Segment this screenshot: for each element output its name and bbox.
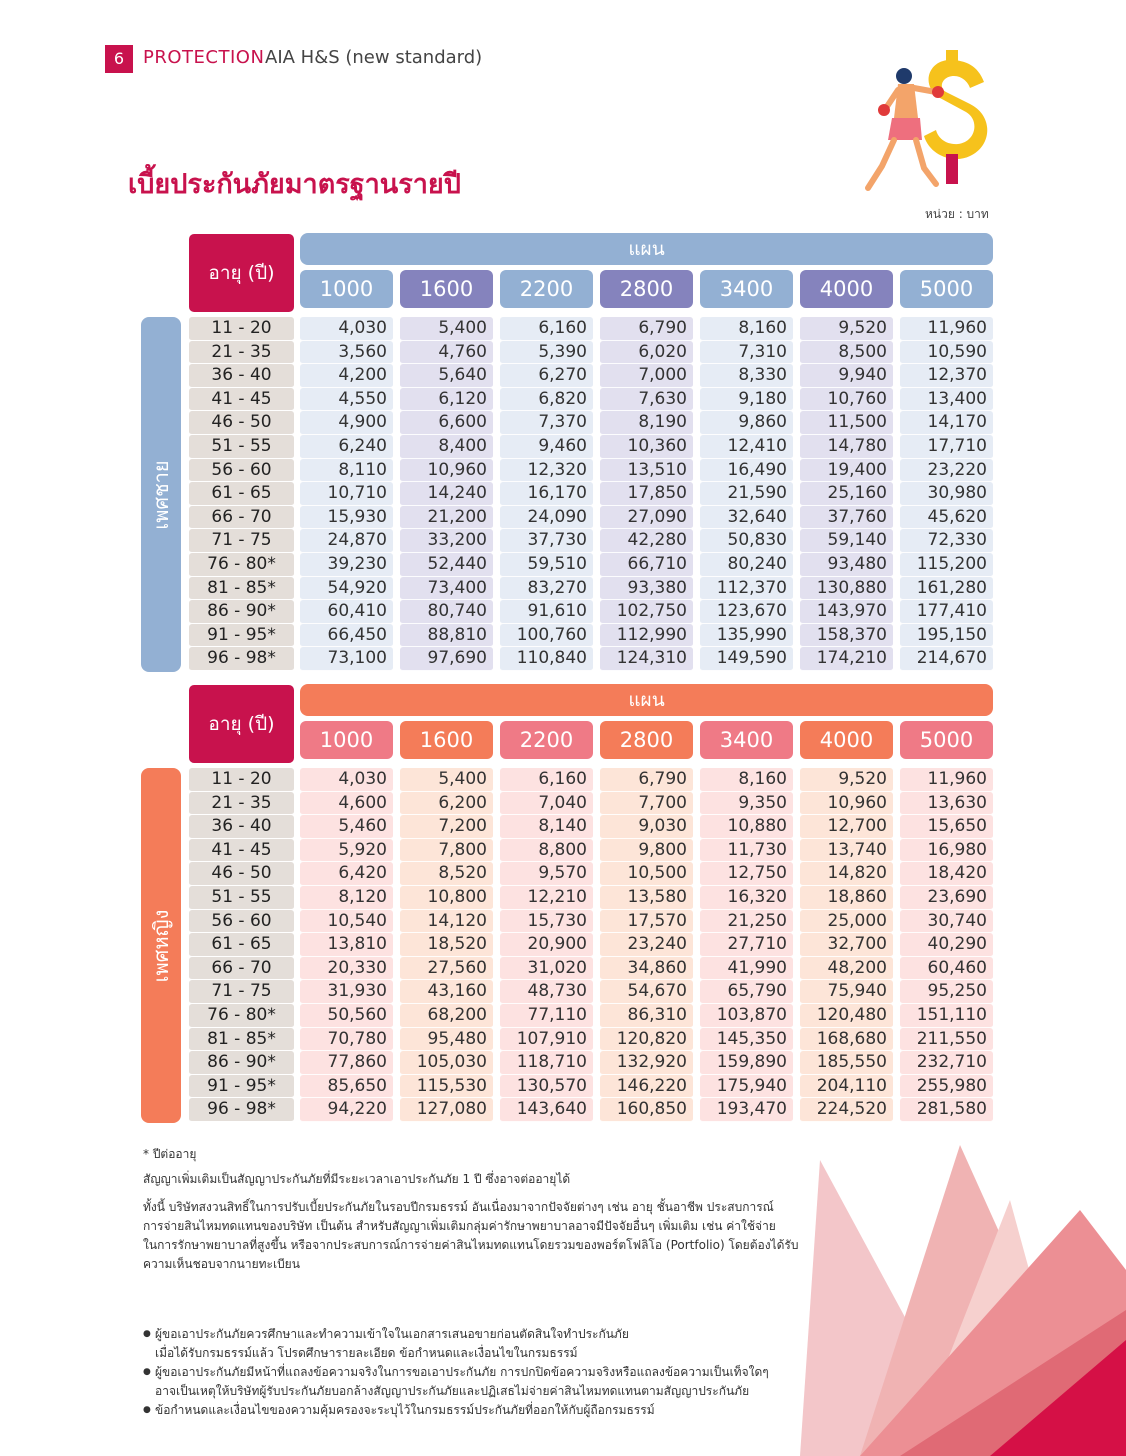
age-band-cell: 91 - 95* bbox=[189, 1075, 294, 1099]
age-band-cell: 56 - 60 bbox=[189, 459, 294, 483]
premium-cell: 45,620 bbox=[900, 506, 993, 530]
premium-cell: 85,650 bbox=[300, 1075, 393, 1099]
premium-cell: 65,790 bbox=[700, 980, 793, 1004]
premium-cell: 10,360 bbox=[600, 435, 693, 459]
plan-header: แผน bbox=[300, 684, 993, 716]
age-band-cell: 41 - 45 bbox=[189, 388, 294, 412]
age-band-cell: 61 - 65 bbox=[189, 482, 294, 506]
premium-cell: 123,670 bbox=[700, 600, 793, 624]
premium-cell: 115,530 bbox=[400, 1075, 493, 1099]
premium-cell: 70,780 bbox=[300, 1028, 393, 1052]
age-band-cell: 21 - 35 bbox=[189, 792, 294, 816]
premium-cell: 5,390 bbox=[500, 341, 593, 365]
plan-label-1600: 1600 bbox=[400, 721, 493, 759]
premium-cell: 40,290 bbox=[900, 933, 993, 957]
age-header: อายุ (ปี) bbox=[189, 234, 294, 312]
age-band-cell: 41 - 45 bbox=[189, 839, 294, 863]
premium-cell: 12,410 bbox=[700, 435, 793, 459]
age-band-cell: 96 - 98* bbox=[189, 1098, 294, 1122]
premium-cell: 10,960 bbox=[800, 792, 893, 816]
age-band-cell: 61 - 65 bbox=[189, 933, 294, 957]
age-band-cell: 11 - 20 bbox=[189, 317, 294, 341]
premium-cell: 60,410 bbox=[300, 600, 393, 624]
decorative-triangles bbox=[800, 1140, 1126, 1456]
list-item: ● ผู้ขอเอาประกันภัยมีหน้าที่แถลงข้อความจริงในการขอเอาประกันภัย การปกปิดข้อความจริงหรือแถลงข้อความเป็นเท็จใดๆ bbox=[143, 1363, 769, 1382]
age-band-cell: 21 - 35 bbox=[189, 341, 294, 365]
premium-cell: 124,310 bbox=[600, 647, 693, 671]
age-band-cell: 66 - 70 bbox=[189, 957, 294, 981]
premium-cell: 10,590 bbox=[900, 341, 993, 365]
premium-cell: 6,420 bbox=[300, 862, 393, 886]
premium-cell: 7,700 bbox=[600, 792, 693, 816]
premium-cell: 52,440 bbox=[400, 553, 493, 577]
premium-cell: 8,500 bbox=[800, 341, 893, 365]
premium-cell: 160,850 bbox=[600, 1098, 693, 1122]
premium-cell: 9,180 bbox=[700, 388, 793, 412]
premium-cell: 8,140 bbox=[500, 815, 593, 839]
premium-cell: 11,500 bbox=[800, 411, 893, 435]
plan-label-4000: 4000 bbox=[800, 270, 893, 308]
plan-label-3400: 3400 bbox=[700, 721, 793, 759]
premium-cell: 4,900 bbox=[300, 411, 393, 435]
age-band-cell: 36 - 40 bbox=[189, 364, 294, 388]
disclaimer-list bbox=[143, 1325, 769, 1420]
premium-cell: 6,160 bbox=[500, 768, 593, 792]
page-number: 6 bbox=[105, 45, 133, 73]
premium-cell: 6,020 bbox=[600, 341, 693, 365]
age-band-cell: 66 - 70 bbox=[189, 506, 294, 530]
premium-cell: 281,580 bbox=[900, 1098, 993, 1122]
premium-cell: 17,850 bbox=[600, 482, 693, 506]
premium-cell: 97,690 bbox=[400, 647, 493, 671]
premium-cell: 54,670 bbox=[600, 980, 693, 1004]
age-band-cell: 96 - 98* bbox=[189, 647, 294, 671]
premium-cell: 27,560 bbox=[400, 957, 493, 981]
age-band-cell: 46 - 50 bbox=[189, 862, 294, 886]
premium-cell: 32,640 bbox=[700, 506, 793, 530]
plan-label-4000: 4000 bbox=[800, 721, 893, 759]
age-band-cell: 71 - 75 bbox=[189, 529, 294, 553]
premium-cell: 31,020 bbox=[500, 957, 593, 981]
premium-cell: 9,800 bbox=[600, 839, 693, 863]
premium-cell: 20,330 bbox=[300, 957, 393, 981]
age-band-cell: 76 - 80* bbox=[189, 1004, 294, 1028]
premium-cell: 95,250 bbox=[900, 980, 993, 1004]
premium-cell: 9,940 bbox=[800, 364, 893, 388]
age-band-cell: 91 - 95* bbox=[189, 624, 294, 648]
page-title: เบี้ยประกันภัยมาตรฐานรายปี bbox=[128, 169, 461, 200]
premium-cell: 80,240 bbox=[700, 553, 793, 577]
premium-cell: 13,400 bbox=[900, 388, 993, 412]
premium-cell: 5,400 bbox=[400, 768, 493, 792]
premium-cell: 80,740 bbox=[400, 600, 493, 624]
premium-cell: 107,910 bbox=[500, 1028, 593, 1052]
premium-cell: 91,610 bbox=[500, 600, 593, 624]
premium-cell: 25,000 bbox=[800, 910, 893, 934]
footnote: * ปีต่ออายุ bbox=[143, 1147, 197, 1161]
premium-cell: 13,740 bbox=[800, 839, 893, 863]
premium-cell: 93,480 bbox=[800, 553, 893, 577]
premium-cell: 6,820 bbox=[500, 388, 593, 412]
premium-cell: 73,400 bbox=[400, 577, 493, 601]
premium-cell: 33,200 bbox=[400, 529, 493, 553]
premium-cell: 34,860 bbox=[600, 957, 693, 981]
premium-cell: 17,710 bbox=[900, 435, 993, 459]
premium-cell: 59,140 bbox=[800, 529, 893, 553]
premium-cell: 8,160 bbox=[700, 317, 793, 341]
premium-cell: 14,170 bbox=[900, 411, 993, 435]
product-name: AIA H&S (new standard) bbox=[265, 47, 483, 68]
premium-cell: 12,750 bbox=[700, 862, 793, 886]
premium-cell: 161,280 bbox=[900, 577, 993, 601]
premium-cell: 168,680 bbox=[800, 1028, 893, 1052]
premium-cell: 132,920 bbox=[600, 1051, 693, 1075]
plan-label-1600: 1600 bbox=[400, 270, 493, 308]
premium-cell: 13,580 bbox=[600, 886, 693, 910]
premium-cell: 3,560 bbox=[300, 341, 393, 365]
premium-cell: 14,820 bbox=[800, 862, 893, 886]
premium-cell: 4,200 bbox=[300, 364, 393, 388]
gender-label: เพศชาย bbox=[149, 459, 173, 530]
premium-cell: 120,820 bbox=[600, 1028, 693, 1052]
age-header: อายุ (ปี) bbox=[189, 685, 294, 763]
premium-cell: 7,370 bbox=[500, 411, 593, 435]
premium-cell: 16,490 bbox=[700, 459, 793, 483]
premium-cell: 5,640 bbox=[400, 364, 493, 388]
premium-cell: 130,570 bbox=[500, 1075, 593, 1099]
premium-cell: 115,200 bbox=[900, 553, 993, 577]
premium-cell: 7,200 bbox=[400, 815, 493, 839]
list-item-cont: เมื่อได้รับกรมธรรม์แล้ว โปรดศึกษารายละเอียด ข้อกำหนดและเงื่อนไขในกรมธรรม์ bbox=[155, 1346, 578, 1360]
premium-cell: 10,880 bbox=[700, 815, 793, 839]
plan-label-1000: 1000 bbox=[300, 270, 393, 308]
premium-cell: 6,790 bbox=[600, 768, 693, 792]
list-item-cont: อาจเป็นเหตุให้บริษัทผู้รับประกันภัยบอกล้างสัญญาประกันภัยและปฏิเสธไม่จ่ายค่าสินไหมทดแทนตามสัญญาประกันภัย bbox=[155, 1384, 750, 1398]
premium-cell: 32,700 bbox=[800, 933, 893, 957]
plan-label-5000: 5000 bbox=[900, 721, 993, 759]
premium-cell: 25,160 bbox=[800, 482, 893, 506]
premium-cell: 112,370 bbox=[700, 577, 793, 601]
premium-cell: 9,570 bbox=[500, 862, 593, 886]
premium-cell: 6,240 bbox=[300, 435, 393, 459]
premium-cell: 60,460 bbox=[900, 957, 993, 981]
boxer-dollar-illustration bbox=[858, 48, 998, 198]
premium-cell: 6,160 bbox=[500, 317, 593, 341]
premium-cell: 118,710 bbox=[500, 1051, 593, 1075]
plan-label-2200: 2200 bbox=[500, 270, 593, 308]
premium-cell: 18,860 bbox=[800, 886, 893, 910]
premium-cell: 149,590 bbox=[700, 647, 793, 671]
premium-cell: 6,790 bbox=[600, 317, 693, 341]
premium-cell: 88,810 bbox=[400, 624, 493, 648]
premium-cell: 224,520 bbox=[800, 1098, 893, 1122]
premium-cell: 7,000 bbox=[600, 364, 693, 388]
premium-cell: 15,650 bbox=[900, 815, 993, 839]
premium-cell: 12,370 bbox=[900, 364, 993, 388]
premium-cell: 159,890 bbox=[700, 1051, 793, 1075]
premium-cell: 16,320 bbox=[700, 886, 793, 910]
premium-cell: 77,860 bbox=[300, 1051, 393, 1075]
age-band-cell: 71 - 75 bbox=[189, 980, 294, 1004]
premium-cell: 255,980 bbox=[900, 1075, 993, 1099]
premium-cell: 4,550 bbox=[300, 388, 393, 412]
premium-cell: 42,280 bbox=[600, 529, 693, 553]
age-band-cell: 46 - 50 bbox=[189, 411, 294, 435]
premium-cell: 4,030 bbox=[300, 317, 393, 341]
list-item: ● ผู้ขอเอาประกันภัยควรศึกษาและทำความเข้าใจในเอกสารเสนอขายก่อนตัดสินใจทำประกันภัย bbox=[143, 1325, 769, 1344]
premium-cell: 24,090 bbox=[500, 506, 593, 530]
premium-cell: 13,510 bbox=[600, 459, 693, 483]
note-line: สัญญาเพิ่มเติมเป็นสัญญาประกันภัยที่มีระยะเวลาเอาประกันภัย 1 ปี ซึ่งอาจต่ออายุได้ bbox=[143, 1172, 571, 1186]
premium-cell: 4,600 bbox=[300, 792, 393, 816]
premium-cell: 10,760 bbox=[800, 388, 893, 412]
premium-cell: 14,120 bbox=[400, 910, 493, 934]
premium-cell: 135,990 bbox=[700, 624, 793, 648]
plan-label-2800: 2800 bbox=[600, 721, 693, 759]
premium-cell: 6,120 bbox=[400, 388, 493, 412]
premium-cell: 68,200 bbox=[400, 1004, 493, 1028]
premium-cell: 8,120 bbox=[300, 886, 393, 910]
premium-cell: 211,550 bbox=[900, 1028, 993, 1052]
premium-cell: 39,230 bbox=[300, 553, 393, 577]
premium-cell: 13,810 bbox=[300, 933, 393, 957]
premium-cell: 8,330 bbox=[700, 364, 793, 388]
premium-cell: 14,240 bbox=[400, 482, 493, 506]
premium-cell: 7,310 bbox=[700, 341, 793, 365]
premium-cell: 8,400 bbox=[400, 435, 493, 459]
premium-cell: 17,570 bbox=[600, 910, 693, 934]
premium-cell: 50,830 bbox=[700, 529, 793, 553]
premium-cell: 8,190 bbox=[600, 411, 693, 435]
premium-cell: 9,460 bbox=[500, 435, 593, 459]
premium-cell: 7,800 bbox=[400, 839, 493, 863]
premium-cell: 120,480 bbox=[800, 1004, 893, 1028]
premium-cell: 185,550 bbox=[800, 1051, 893, 1075]
premium-cell: 75,940 bbox=[800, 980, 893, 1004]
premium-cell: 11,730 bbox=[700, 839, 793, 863]
premium-cell: 10,710 bbox=[300, 482, 393, 506]
premium-cell: 12,320 bbox=[500, 459, 593, 483]
gender-label: เพศหญิง bbox=[149, 909, 173, 982]
premium-cell: 5,400 bbox=[400, 317, 493, 341]
plan-header: แผน bbox=[300, 233, 993, 265]
premium-cell: 8,520 bbox=[400, 862, 493, 886]
premium-cell: 21,590 bbox=[700, 482, 793, 506]
premium-cell: 20,900 bbox=[500, 933, 593, 957]
age-band-cell: 36 - 40 bbox=[189, 815, 294, 839]
premium-cell: 10,500 bbox=[600, 862, 693, 886]
premium-cell: 77,110 bbox=[500, 1004, 593, 1028]
premium-cell: 7,630 bbox=[600, 388, 693, 412]
premium-cell: 27,710 bbox=[700, 933, 793, 957]
premium-cell: 94,220 bbox=[300, 1098, 393, 1122]
premium-cell: 158,370 bbox=[800, 624, 893, 648]
premium-cell: 4,760 bbox=[400, 341, 493, 365]
premium-cell: 13,630 bbox=[900, 792, 993, 816]
plan-label-2800: 2800 bbox=[600, 270, 693, 308]
premium-cell: 130,880 bbox=[800, 577, 893, 601]
premium-cell: 174,210 bbox=[800, 647, 893, 671]
premium-cell: 50,560 bbox=[300, 1004, 393, 1028]
premium-cell: 24,870 bbox=[300, 529, 393, 553]
premium-cell: 9,030 bbox=[600, 815, 693, 839]
premium-cell: 146,220 bbox=[600, 1075, 693, 1099]
age-band-cell: 81 - 85* bbox=[189, 1028, 294, 1052]
premium-cell: 151,110 bbox=[900, 1004, 993, 1028]
age-band-cell: 56 - 60 bbox=[189, 910, 294, 934]
premium-cell: 4,030 bbox=[300, 768, 393, 792]
premium-cell: 177,410 bbox=[900, 600, 993, 624]
plan-label-5000: 5000 bbox=[900, 270, 993, 308]
premium-cell: 6,600 bbox=[400, 411, 493, 435]
premium-cell: 37,760 bbox=[800, 506, 893, 530]
plan-label-3400: 3400 bbox=[700, 270, 793, 308]
list-item: ● ข้อกำหนดและเงื่อนไขของความคุ้มครองจะระบุไว้ในกรมธรรม์ประกันภัยที่ออกให้กับผู้ถือกรมธรรม์ bbox=[143, 1401, 769, 1420]
premium-cell: 175,940 bbox=[700, 1075, 793, 1099]
premium-cell: 9,520 bbox=[800, 768, 893, 792]
premium-cell: 9,350 bbox=[700, 792, 793, 816]
premium-cell: 5,920 bbox=[300, 839, 393, 863]
premium-cell: 11,960 bbox=[900, 768, 993, 792]
premium-cell: 37,730 bbox=[500, 529, 593, 553]
premium-cell: 10,960 bbox=[400, 459, 493, 483]
premium-cell: 66,710 bbox=[600, 553, 693, 577]
premium-cell: 5,460 bbox=[300, 815, 393, 839]
premium-cell: 143,640 bbox=[500, 1098, 593, 1122]
premium-cell: 27,090 bbox=[600, 506, 693, 530]
premium-cell: 73,100 bbox=[300, 647, 393, 671]
premium-cell: 54,920 bbox=[300, 577, 393, 601]
premium-cell: 8,160 bbox=[700, 768, 793, 792]
premium-cell: 48,200 bbox=[800, 957, 893, 981]
premium-cell: 10,540 bbox=[300, 910, 393, 934]
premium-cell: 72,330 bbox=[900, 529, 993, 553]
premium-cell: 30,740 bbox=[900, 910, 993, 934]
premium-cell: 59,510 bbox=[500, 553, 593, 577]
premium-cell: 100,760 bbox=[500, 624, 593, 648]
premium-cell: 11,960 bbox=[900, 317, 993, 341]
age-band-cell: 11 - 20 bbox=[189, 768, 294, 792]
age-band-cell: 76 - 80* bbox=[189, 553, 294, 577]
premium-cell: 143,970 bbox=[800, 600, 893, 624]
premium-cell: 21,200 bbox=[400, 506, 493, 530]
age-band-cell: 51 - 55 bbox=[189, 886, 294, 910]
premium-cell: 19,400 bbox=[800, 459, 893, 483]
age-band-cell: 51 - 55 bbox=[189, 435, 294, 459]
premium-cell: 110,840 bbox=[500, 647, 593, 671]
note-paragraph: ทั้งนี้ บริษัทสงวนสิทธิ์ในการปรับเบี้ยประกันภัยในรอบปีกรมธรรม์ อันเนื่องมาจากปัจจัยต่างๆ เช่น อายุ ชั้นอาชีพ ประสบการณ์ การจ่ายสินไหมทดแทนของบริษัท เป็นต้น สำหรับสัญญาเพิ่มเติมกลุ่มค่ารักษาพยาบาลอาจมีปัจจัยอื่นๆ เพิ่มเติม เช่น ค่าใช้จ่าย ในการรักษาพยาบาลที่สูงขึ้น หรือจากประสบการณ์การจ่ายค่าสินไหมทดแทนโดยรวมของพอร์ตโฟลิโอ (Portfolio) โดยต้องได้รับ ความเห็นชอบจากนายทะเบียน bbox=[143, 1200, 799, 1271]
premium-cell: 14,780 bbox=[800, 435, 893, 459]
age-band-cell: 81 - 85* bbox=[189, 577, 294, 601]
premium-cell: 23,240 bbox=[600, 933, 693, 957]
premium-cell: 48,730 bbox=[500, 980, 593, 1004]
premium-cell: 204,110 bbox=[800, 1075, 893, 1099]
premium-cell: 7,040 bbox=[500, 792, 593, 816]
premium-cell: 12,210 bbox=[500, 886, 593, 910]
premium-cell: 232,710 bbox=[900, 1051, 993, 1075]
premium-cell: 6,270 bbox=[500, 364, 593, 388]
premium-cell: 15,730 bbox=[500, 910, 593, 934]
premium-cell: 145,350 bbox=[700, 1028, 793, 1052]
premium-cell: 102,750 bbox=[600, 600, 693, 624]
premium-cell: 41,990 bbox=[700, 957, 793, 981]
premium-cell: 8,110 bbox=[300, 459, 393, 483]
premium-cell: 95,480 bbox=[400, 1028, 493, 1052]
premium-cell: 43,160 bbox=[400, 980, 493, 1004]
premium-cell: 86,310 bbox=[600, 1004, 693, 1028]
premium-cell: 105,030 bbox=[400, 1051, 493, 1075]
premium-cell: 8,800 bbox=[500, 839, 593, 863]
unit-label: หน่วย : บาท bbox=[925, 207, 989, 221]
plan-label-2200: 2200 bbox=[500, 721, 593, 759]
premium-cell: 16,170 bbox=[500, 482, 593, 506]
premium-cell: 103,870 bbox=[700, 1004, 793, 1028]
premium-cell: 30,980 bbox=[900, 482, 993, 506]
premium-cell: 9,520 bbox=[800, 317, 893, 341]
premium-cell: 93,380 bbox=[600, 577, 693, 601]
age-band-cell: 86 - 90* bbox=[189, 600, 294, 624]
premium-cell: 18,420 bbox=[900, 862, 993, 886]
premium-cell: 214,670 bbox=[900, 647, 993, 671]
premium-cell: 31,930 bbox=[300, 980, 393, 1004]
premium-cell: 16,980 bbox=[900, 839, 993, 863]
premium-cell: 127,080 bbox=[400, 1098, 493, 1122]
premium-cell: 12,700 bbox=[800, 815, 893, 839]
age-band-cell: 86 - 90* bbox=[189, 1051, 294, 1075]
premium-cell: 23,690 bbox=[900, 886, 993, 910]
premium-cell: 112,990 bbox=[600, 624, 693, 648]
plan-label-1000: 1000 bbox=[300, 721, 393, 759]
premium-cell: 10,800 bbox=[400, 886, 493, 910]
section-label: PROTECTION bbox=[143, 47, 265, 68]
premium-cell: 9,860 bbox=[700, 411, 793, 435]
premium-cell: 18,520 bbox=[400, 933, 493, 957]
premium-cell: 193,470 bbox=[700, 1098, 793, 1122]
premium-cell: 195,150 bbox=[900, 624, 993, 648]
premium-cell: 21,250 bbox=[700, 910, 793, 934]
premium-cell: 83,270 bbox=[500, 577, 593, 601]
premium-cell: 15,930 bbox=[300, 506, 393, 530]
premium-cell: 66,450 bbox=[300, 624, 393, 648]
premium-cell: 23,220 bbox=[900, 459, 993, 483]
premium-cell: 6,200 bbox=[400, 792, 493, 816]
